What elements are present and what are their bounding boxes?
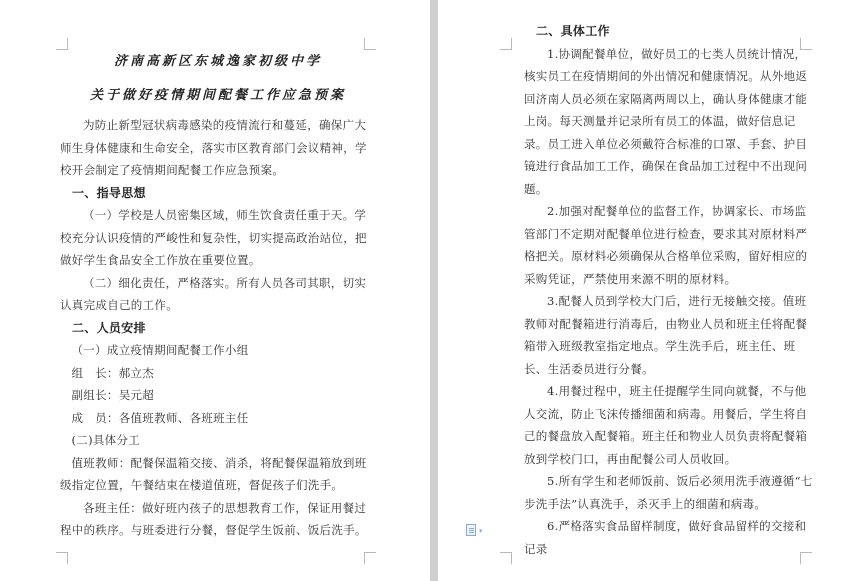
- group-members: 成 员：各值班教师、各班班主任: [71, 410, 249, 425]
- work-item-6: 6.严格落实食品留样制度，做好食品留样的交接和记录: [524, 519, 807, 556]
- duty-teacher-paragraph: 值班教师：配餐保温箱交接、消杀，将配餐保温箱放到班级指定位置，午餐结束在楼道值班，督促孩子们洗手。: [60, 455, 367, 492]
- section-heading-guiding-ideology: 一、指导思想: [72, 185, 146, 200]
- margin-corner-bottom-left: [56, 552, 68, 564]
- margin-corner-bottom-left: [500, 552, 512, 564]
- class-teacher-paragraph: 各班主任：做好班内孩子的思想教育工作，保证用餐过程中的秩序。与班委进行分餐，督促学生饭前、饭后洗手。: [60, 500, 367, 537]
- intro-paragraph: 为防止新型冠状病毒感染的疫情流行和蔓延，确保广大师生身体健康和生命安全，落实市区教育部门会议精神，学校开会制定了疫情期间配餐工作应急预案。: [60, 118, 367, 177]
- work-item-3: 3.配餐人员到学校大门后，进行无接触交接。值班教师对配餐箱进行消毒后，由物业人员和班主任将配餐箱带入班级教室指定地点。学生洗手后，班主任、班长、生活委员进行分餐。: [524, 294, 808, 376]
- work-item-2: 2.加强对配餐单位的监督工作，协调家长、市场监管部门不定期对配餐单位进行检查，要求其对原材料严格把关。原材料必须确保从合格单位采购，留好相应的采购凭证，严禁使用来源不明的原材料。: [524, 204, 808, 286]
- work-item-1: 1.协调配餐单位，做好员工的七类人员统计情况，核实员工在疫情期间的外出情况和健康情况。从外地返回济南人员必须在家隔离两周以上，确认身体健康才能上岗。每天测量并记录所有员工的体温，做好信息记录。员工进入单位必须戴符合标准的口罩、手套、护目镜进行食品加工工作，确保在食品加工过程中不出现问题。: [524, 46, 808, 196]
- section-heading-staffing: 二、人员安排: [72, 320, 146, 335]
- left-page: [0, 0, 430, 581]
- group-vice-leader: 副组长：吴元超: [71, 388, 155, 402]
- paste-options-icon[interactable]: [466, 524, 476, 536]
- document-title: 关于做好疫情期间配餐工作应急预案: [89, 88, 346, 103]
- section-heading-specific-work: 二、具体工作: [536, 24, 610, 38]
- group-leader: 组 长：郝立杰: [71, 365, 155, 380]
- chevron-down-icon[interactable]: ▾: [479, 527, 483, 535]
- guiding-paragraph-2: （二）细化责任，严格落实。所有人员各司其职，切实认真完成自己的工作。: [60, 275, 367, 312]
- work-item-4: 4.用餐过程中，班主任提醒学生同向就餐，不与他人交流，防止飞沫传播细菌和病毒。用餐后，学生将自己的餐盘放入配餐箱。班主任和物业人员负责将配餐箱放到学校门口，再由配餐公司人员收回。: [524, 384, 808, 466]
- work-item-5: 5.所有学生和老师饭前、饭后必须用洗手液遵循“七步洗手法”认真洗手，杀灭手上的细菌和病毒。: [524, 474, 813, 511]
- right-page: [438, 0, 866, 581]
- school-title: 济南高新区东城逸家初级中学: [113, 54, 322, 69]
- subheading-division-of-labor: (二)具体分工: [71, 433, 141, 447]
- page-gap: [430, 0, 438, 581]
- margin-corner-top-left: [500, 38, 512, 50]
- right-page-content: [524, 20, 816, 560]
- guiding-paragraph-1: （一）学校是人员密集区域，师生饮食责任重于天。学校充分认识疫情的严峻性和复杂性，切实提高政治站位，把做好学生食品安全工作放在重要位置。: [60, 208, 367, 267]
- margin-corner-bottom-right: [364, 552, 376, 564]
- left-page-content: [60, 48, 376, 542]
- subheading-working-group: （一）成立疫情期间配餐工作小组: [71, 343, 249, 357]
